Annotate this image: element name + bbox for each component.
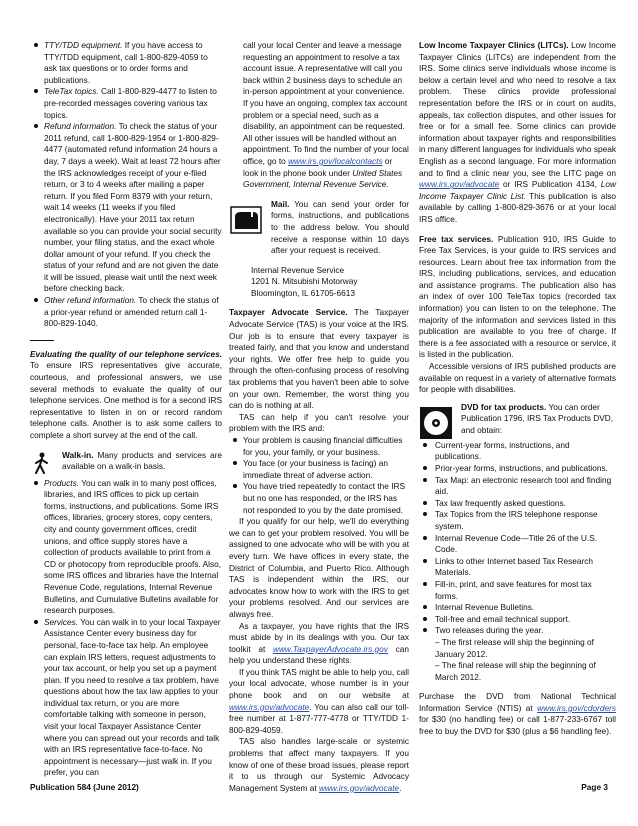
- column-3: [419, 40, 616, 738]
- list-item: TTY/TDD equipment. If you have access to TTY/TDD equipment, call 1-800-829-4059 to ask tax questions or to order forms and publications.: [30, 40, 222, 86]
- list-item: Refund information. To check the status of your 2011 refund, call 1-800-829-1954 or 1-800-829-4477 (automated refund information 24 hours a day, 7 days a week). Wait at least 72 hours after the IRS acknowledges receipt of your e-filed return, or 3 to 4 weeks after mailing a paper return. If you filed Form 8379 with your return, wait 14 weeks (11 weeks if you filed electronically). Have your 2011 tax return available so you can provide your social security number, your filing status, and the exact whole dollar amount of your refund. If you check the status of your refund and are not given the date it will be issued, please wait until the next week before checking back.: [30, 121, 222, 295]
- mailing-address: Internal Revenue Service 1201 N. Mitsubishi Motorway Bloomington, IL 61705-6613: [251, 264, 358, 298]
- evaluation-paragraph: Evaluating the quality of our telephone services. To ensure IRS representatives give accurate, courteous, and professional answers, we use several methods to evaluate the quality of our telephone services. One method is for a second IRS representative to listen in on or record random telephone calls. Another is to ask some callers to complete a short survey at the end of the call.: [30, 348, 222, 440]
- dvd-disc-icon: [419, 406, 453, 440]
- walk-in-section: [30, 450, 222, 474]
- tas-paragraph: Taxpayer Advocate Service. The Taxpayer Advocate Service (TAS) is your voice at the IRS. Our job is to ensure that every taxpayer is treated fairly, and that you know and understand your rights. We offer free help to guide you through the often-confusing process of resolving tax problems that you haven't been able to solve on your own. Remember, the worst thing you can do is nothing at all.: [229, 307, 409, 411]
- advocate-link[interactable]: www.irs.gov/advocate: [229, 701, 310, 712]
- list-item: Links to other Internet based Tax Research Materials.: [419, 556, 616, 579]
- tas-paragraph-3: As a taxpayer, you have rights that the IRS must abide by in its dealings with you. Our tax toolkit at www.TaxpayerAdvocate.irs.gov can help you understand these rights.: [229, 620, 409, 666]
- walk-in-person-icon: [30, 452, 56, 474]
- litc-paragraph: Low Income Taxpayer Clinics (LITCs). Low Income Taxpayer Clinics (LITCs) are independent from the IRS. Some clinics serve individuals whose income is below a certain level and who need to resolve a tax problem. These clinics provide professional representation before the IRS or in court on audits, appeals, tax collection disputes, and other issues for free or for a small fee. Some clinics can provide information about taxpayer rights and responsibilities in many different languages for individuals who speak English as a second language. For more information and to find a clinic near you, see the LITC page on www.irs.gov/advocate or IRS Publication 4134, Low Income Taxpayer Clinic List. This publication is also available by calling 1-800-829-3676 or at your local IRS office.: [419, 40, 616, 224]
- page: [30, 40, 616, 800]
- list-item: Tax Map: an electronic research tool and finding aid.: [419, 475, 616, 498]
- advocate-link-2[interactable]: www.irs.gov/advocate: [318, 782, 400, 793]
- list-item: Prior-year forms, instructions, and publications.: [419, 463, 616, 475]
- mail-section: [229, 199, 409, 257]
- list-item: Services. You can walk in to your local Taxpayer Assistance Center every business day for personal, face-to-face tax help. An employee can explain IRS letters, request adjustments to your tax account, or help you set up a payment plan. If you need to resolve a tax problem, have questions about how the tax law applies to your individual tax return, or you are more comfortable talking with someone in person, visit your local Taxpayer Assistance Center where you can spread out your records and talk with an IRS representative face-to-face. No appointment is necessary—just walk in. If you prefer, you can: [30, 617, 222, 779]
- free-services-paragraph: Free tax services. Publication 910, IRS Guide to Free Tax Services, is your guide to IRS services and resources. Learn about free tax information from the IRS, including publications, services, and education and assistance programs. The publication also has an index of over 100 TeleTax topics (recorded tax information) you can listen to on the telephone. The majority of the information and services listed in this publication are available to you free of charge. If there is a fee associated with a resource or service, it is listed in the publication.: [419, 233, 616, 360]
- divider: [30, 340, 54, 341]
- column-1: [30, 40, 222, 779]
- list-item: TeleTax topics. Call 1-800-829-4477 to listen to pre-recorded messages covering various tax topics.: [30, 86, 222, 121]
- continued-text: call your local Center and leave a message requesting an appointment to resolve a tax account issue. A representative will call you back within 2 business days to schedule an in-person appointment at your convenience. If you have an ongoing, complex tax account problem or a special need, such as a disability, an appointment can be requested. All other issues will be handled without an appointment. To find the number of your local office, go to www.irs.gov/localcontacts or look in the phone book under United States Government, Internal Revenue Service.: [243, 40, 409, 190]
- list-item: Tax Topics from the IRS telephone response system.: [419, 509, 616, 532]
- tas-help-intro: TAS can help if you can't resolve your problem with the IRS and:: [229, 411, 409, 434]
- list-item: Tax law frequently asked questions.: [419, 498, 616, 510]
- taxpayer-advocate-link[interactable]: www.TaxpayerAdvocate.irs.gov: [272, 643, 388, 654]
- cdorders-link[interactable]: www.irs.gov/cdorders: [537, 702, 616, 713]
- mailbox-icon: [229, 203, 263, 237]
- walk-in-text: Walk-in. Many products and services are available on a walk-in basis.: [62, 449, 222, 472]
- litc-advocate-link[interactable]: www.irs.gov/advocate: [419, 179, 500, 190]
- dvd-section: [419, 402, 616, 440]
- column-2: [229, 40, 409, 794]
- tas-paragraph-4: If you think TAS might be able to help you, call your local advocate, whose number is in your phone book and on our website at www.irs.gov/advocate. You can also call our toll-free number at 1-877-777-4778 or TTY/TDD 1-800-829-4059.: [229, 666, 409, 735]
- localcontacts-link[interactable]: www.irs.gov/localcontacts: [288, 155, 383, 166]
- list-item: Toll-free and email technical support.: [419, 614, 616, 626]
- purchase-paragraph: Purchase the DVD from National Technical Information Service (NTIS) at www.irs.gov/cdorders for $30 (no handling fee) or call 1-877-233-6767 toll free to buy the DVD for $30 (plus a $6 handling fee).: [419, 691, 616, 737]
- tas-paragraph-5: TAS also handles large-scale or systemic problems that affect many taxpayers. If you know of one of these broad issues, please report it to us through our Systemic Advocacy Management System at www.irs.gov/advocate.: [229, 736, 409, 793]
- list-item: Fill-in, print, and save features for most tax forms.: [419, 579, 616, 602]
- list-item: Products. You can walk in to many post offices, libraries, and IRS offices to pick up certain forms, instructions, and publications. Some IRS offices, libraries, grocery stores, copy centers, city and county government offices, credit unions, and office supply stores have a collection of products available to print from a CD or photocopy from reproducible proofs. Also, some IRS offices and libraries have the Internal Revenue Code, regulations, Internal Revenue Bulletins, and Cumulative Bulletins available for research purposes.: [30, 478, 222, 617]
- publication-footer: Publication 584 (June 2012): [30, 782, 139, 792]
- tas-paragraph-2: If you qualify for our help, we'll do everything we can to get your problem resolved. You will be assigned to one advocate who will be with you at every turn. We have offices in every state, the District of Columbia, and Puerto Rico. Although TAS is independent within the IRS, our advocates know how to work with the IRS to get your problems resolved. And our services are always free.: [229, 516, 409, 619]
- list-item: Two releases during the year. – The first release will ship the beginning of January 2012. – The final release will ship the beginning of March 2012.: [419, 625, 616, 683]
- page-number: Page 3: [581, 782, 608, 792]
- list-item: Current-year forms, instructions, and publications.: [419, 440, 616, 463]
- list-item: Other refund information. To check the status of a prior-year refund or amended return call 1-800-829-1040.: [30, 295, 222, 330]
- list-item: You face (or your business is facing) an immediate threat of adverse action.: [229, 458, 409, 481]
- mail-text: Mail. You can send your order for forms, instructions, and publications to the address below. You should receive a response within 10 days after your request is received.: [271, 198, 409, 256]
- list-item: Your problem is causing financial difficulties for you, your family, or your business.: [229, 435, 409, 458]
- list-item: Internal Revenue Code—Title 26 of the U.S. Code.: [419, 533, 616, 556]
- accessible-paragraph: Accessible versions of IRS published products are available on request in a variety of alternative formats for people with disabilities.: [419, 361, 616, 395]
- dvd-text: DVD for tax products. You can order Publication 1796, IRS Tax Products DVD, and obtain:: [461, 401, 614, 435]
- list-item: You have tried repeatedly to contact the IRS but no one has responded, or the IRS has not responded to you by the date promised.: [229, 481, 409, 516]
- list-item: Internal Revenue Bulletins.: [419, 602, 616, 614]
